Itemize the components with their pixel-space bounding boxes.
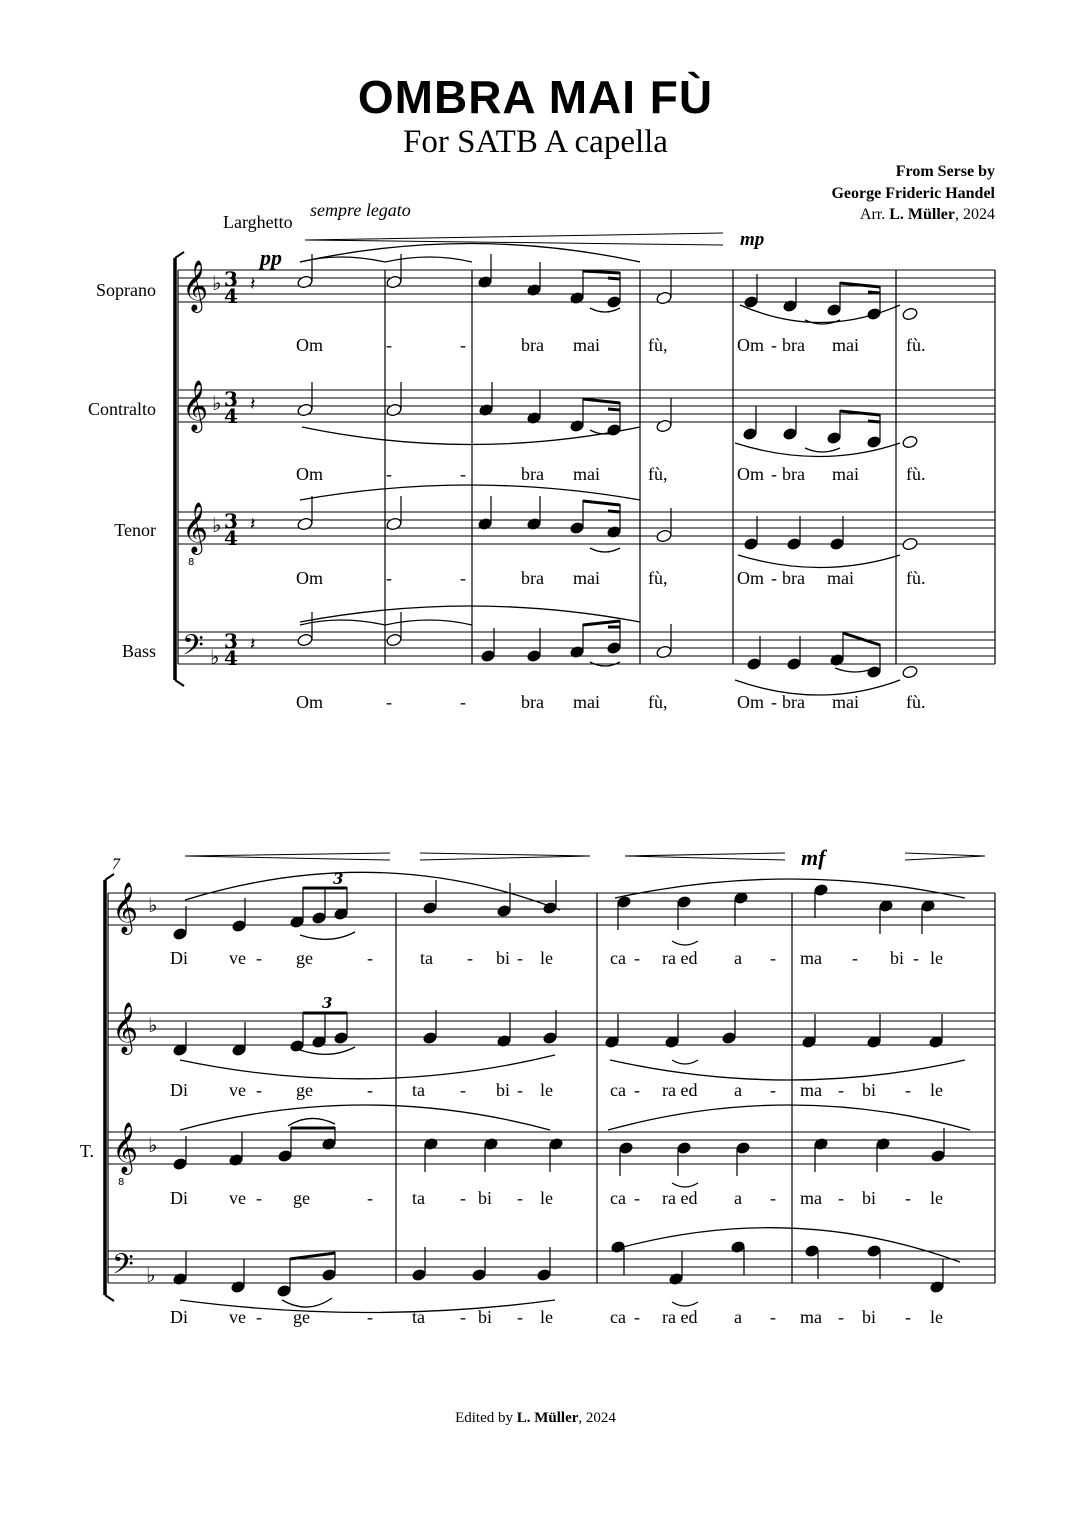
staff-name-bass: Bass — [121, 641, 156, 661]
footer-credit — [0, 1410, 1071, 1427]
key-flat-a: ♭ — [212, 391, 222, 415]
lyric: le — [540, 1188, 553, 1208]
rest-s: 𝄽 — [250, 274, 256, 295]
tempo-marking: Larghetto — [223, 212, 293, 232]
timesig-top-t: 3 — [224, 509, 238, 533]
lyric: mai — [573, 335, 600, 355]
composer-credit-line2: George Frideric Handel — [831, 185, 995, 202]
key-flat-b: ♭ — [210, 645, 220, 669]
key-flat-s: ♭ — [212, 271, 222, 295]
lyric: ca — [610, 1307, 626, 1327]
key-flat-s2-b: ♭ — [146, 1263, 156, 1287]
lyric: Om — [737, 568, 764, 588]
lyric: ra ed — [662, 1080, 698, 1100]
lyric: a — [734, 948, 742, 968]
bass-clef-s2: 𝄢 — [112, 1248, 134, 1288]
lyric: - — [367, 1188, 373, 1208]
lyric: Di — [170, 948, 188, 968]
lyric: mai — [832, 692, 859, 712]
note-s1 — [297, 275, 314, 289]
timesig-bot-a: 4 — [224, 404, 238, 428]
lyric: - — [634, 1188, 640, 1208]
measure-number: 7 — [112, 856, 120, 873]
lyric: - — [771, 692, 777, 712]
rest-a: 𝄽 — [250, 394, 256, 415]
octave-8-tenor: 8 — [188, 557, 195, 568]
lyric: Om — [296, 568, 323, 588]
lyric: - — [770, 948, 776, 968]
treble-clef-tenor: 𝄞 — [182, 502, 209, 553]
lyric: - — [634, 1307, 640, 1327]
lyric: a — [734, 1080, 742, 1100]
treble-clef-s2-s: 𝄞 — [112, 882, 139, 933]
lyric: ca — [610, 1080, 626, 1100]
expression-marking: sempre legato — [310, 200, 411, 220]
rest-t: 𝄽 — [250, 514, 256, 535]
lyric: - — [517, 1080, 523, 1100]
lyric: fù, — [648, 692, 668, 712]
lyric: ta — [412, 1307, 425, 1327]
lyric: mai — [573, 464, 600, 484]
lyric: a — [734, 1307, 742, 1327]
lyric: le — [540, 1307, 553, 1327]
lyric: Om — [737, 335, 764, 355]
lyric: mai — [573, 692, 600, 712]
lyric: bi — [496, 948, 511, 968]
lyric: Om — [296, 692, 323, 712]
lyric: - — [386, 464, 392, 484]
rest-b: 𝄽 — [250, 634, 256, 655]
lyric: - — [256, 1080, 262, 1100]
lyric: ra ed — [662, 948, 698, 968]
timesig-bot-b: 4 — [224, 646, 238, 670]
staff-name-soprano: Soprano — [96, 280, 156, 300]
triplet-number-a: 3 — [322, 994, 333, 1012]
lyric: Om — [296, 464, 323, 484]
triplet-number-s: 3 — [333, 870, 344, 888]
timesig-top-a: 3 — [224, 387, 238, 411]
footer-name: L. Müller — [516, 1410, 579, 1426]
lyric: - — [905, 1188, 911, 1208]
lyric: Om — [296, 335, 323, 355]
arranger-year: , 2024 — [955, 206, 995, 223]
lyric: ge — [296, 1080, 313, 1100]
lyric: fù. — [906, 335, 926, 355]
lyric: le — [930, 1188, 943, 1208]
lyric: - — [386, 692, 392, 712]
bass-clef: 𝄢 — [182, 629, 204, 669]
lyric: - — [256, 1188, 262, 1208]
lyric: bra — [782, 692, 805, 712]
lyric: Om — [737, 464, 764, 484]
staff-lines-contralto — [178, 390, 995, 422]
lyric: bi — [478, 1307, 493, 1327]
lyric: bra — [521, 335, 544, 355]
lyric: a — [734, 1188, 742, 1208]
lyric: fù, — [648, 464, 668, 484]
lyric: le — [930, 1307, 943, 1327]
lyric: - — [517, 1188, 523, 1208]
footer-prefix: Edited by — [455, 1410, 517, 1426]
lyric: - — [517, 948, 523, 968]
lyric: - — [838, 1080, 844, 1100]
lyric: mai — [832, 335, 859, 355]
lyric: ma — [800, 948, 822, 968]
lyric: - — [905, 1307, 911, 1327]
treble-clef-contralto: 𝄞 — [182, 380, 209, 431]
lyric: fù. — [906, 568, 926, 588]
lyric: ma — [800, 1307, 822, 1327]
composer-credit-line1: From Serse by — [895, 163, 995, 180]
lyric: - — [367, 1080, 373, 1100]
lyric: - — [460, 1307, 466, 1327]
lyric: - — [367, 1307, 373, 1327]
lyric: ma — [800, 1188, 822, 1208]
key-flat-t: ♭ — [212, 513, 222, 537]
lyric: - — [367, 948, 373, 968]
lyric: - — [460, 335, 466, 355]
lyric: fù, — [648, 335, 668, 355]
lyric: ge — [293, 1307, 310, 1327]
lyric: bi — [862, 1080, 877, 1100]
lyric: - — [460, 568, 466, 588]
key-flat-s2-t: ♭ — [148, 1133, 158, 1157]
lyric: bi — [478, 1188, 493, 1208]
lyric: - — [256, 948, 262, 968]
lyric: mai — [827, 568, 854, 588]
timesig-bot-s: 4 — [224, 284, 238, 308]
lyric: - — [460, 1188, 466, 1208]
lyric: mai — [832, 464, 859, 484]
lyric: bra — [521, 464, 544, 484]
key-flat-s2-s: ♭ — [148, 893, 158, 917]
hairpins-system2 — [185, 853, 985, 860]
lyric: - — [838, 1188, 844, 1208]
lyric: - — [460, 464, 466, 484]
lyric: - — [771, 464, 777, 484]
lyric: - — [838, 1307, 844, 1327]
lyric: ra ed — [662, 1188, 698, 1208]
lyric: Di — [170, 1080, 188, 1100]
lyric: - — [460, 692, 466, 712]
lyric: ve — [229, 948, 246, 968]
lyric: - — [771, 335, 777, 355]
treble-clef-s2-a: 𝄞 — [112, 1002, 139, 1053]
lyric: - — [634, 948, 640, 968]
staff-lines-s2-bass — [108, 1251, 995, 1283]
lyric: - — [913, 948, 919, 968]
lyric: ve — [229, 1307, 246, 1327]
key-flat-s2-a: ♭ — [148, 1013, 158, 1037]
lyric: ta — [420, 948, 433, 968]
lyric: ca — [610, 1188, 626, 1208]
dynamic-mp: mp — [740, 229, 765, 250]
lyric: bi — [890, 948, 905, 968]
treble-clef-soprano: 𝄞 — [182, 260, 209, 311]
lyric: bra — [521, 568, 544, 588]
lyric: ma — [800, 1080, 822, 1100]
lyric: bi — [862, 1188, 877, 1208]
dynamic-mf: mf — [801, 845, 826, 870]
score-title: OMBRA MAI FÙ — [357, 71, 714, 123]
arranger-prefix: Arr. — [859, 206, 890, 223]
lyric: - — [386, 335, 392, 355]
lyric: Om — [737, 692, 764, 712]
arranger-name: L. Müller — [889, 206, 955, 223]
lyric: ca — [610, 948, 626, 968]
timesig-top-s: 3 — [224, 267, 238, 291]
lyric: ve — [229, 1080, 246, 1100]
lyric: - — [771, 568, 777, 588]
timesig-bot-t: 4 — [224, 526, 238, 550]
lyric: bi — [862, 1307, 877, 1327]
lyric: bra — [782, 568, 805, 588]
lyric: ve — [229, 1188, 246, 1208]
lyric: bra — [782, 464, 805, 484]
lyric: - — [634, 1080, 640, 1100]
octave-8-s2-tenor: 8 — [118, 1177, 125, 1188]
staff-name-contralto: Contralto — [88, 399, 156, 419]
lyric: - — [517, 1307, 523, 1327]
lyric: Di — [170, 1188, 188, 1208]
lyric: Di — [170, 1307, 188, 1327]
timesig-top-b: 3 — [224, 629, 238, 653]
lyric: - — [852, 948, 858, 968]
lyric: fù, — [648, 568, 668, 588]
lyric: fù. — [906, 692, 926, 712]
lyric: bra — [521, 692, 544, 712]
lyric: le — [930, 1080, 943, 1100]
lyric: ge — [293, 1188, 310, 1208]
lyric: - — [770, 1188, 776, 1208]
lyric: - — [460, 1080, 466, 1100]
lyric: - — [905, 1080, 911, 1100]
lyric: fù. — [906, 464, 926, 484]
lyric: - — [386, 568, 392, 588]
lyric: le — [930, 948, 943, 968]
crescendo-hairpin — [305, 233, 723, 245]
score-subtitle: For SATB A capella — [403, 124, 668, 160]
lyric: ra ed — [662, 1307, 698, 1327]
lyric: ta — [412, 1188, 425, 1208]
footer-year: , 2024 — [578, 1410, 616, 1426]
lyric: ge — [296, 948, 313, 968]
lyric: bi — [496, 1080, 511, 1100]
staff-name-tenor: Tenor — [114, 520, 156, 540]
lyric: - — [770, 1307, 776, 1327]
lyric: - — [770, 1080, 776, 1100]
lyric: le — [540, 1080, 553, 1100]
lyric: bra — [782, 335, 805, 355]
dynamic-pp: pp — [260, 245, 282, 270]
lyric: ta — [412, 1080, 425, 1100]
lyric: le — [540, 948, 553, 968]
treble-clef-s2-t: 𝄞 — [112, 1122, 139, 1173]
note-s2 — [386, 275, 403, 289]
lyric: mai — [573, 568, 600, 588]
staff-name-tenor-abbrev: T. — [79, 1141, 94, 1161]
lyric: - — [467, 948, 473, 968]
lyric: - — [256, 1307, 262, 1327]
